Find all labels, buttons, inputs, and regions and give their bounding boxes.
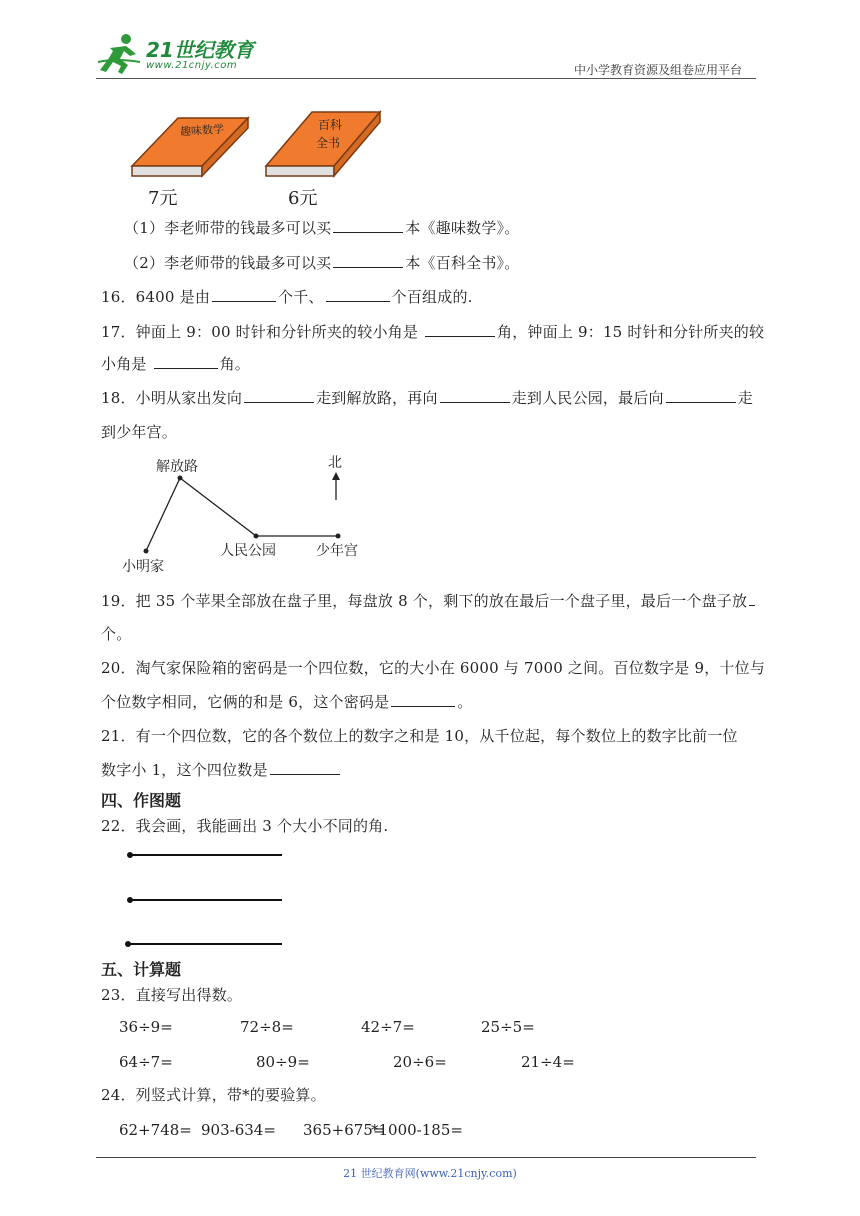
q18-line2: 到少年宫。 bbox=[101, 423, 178, 441]
answer-blank[interactable] bbox=[326, 287, 390, 302]
answer-blank[interactable] bbox=[333, 253, 403, 268]
ray-2-line bbox=[130, 899, 282, 901]
section-5-heading: 五、计算题 bbox=[101, 960, 182, 979]
q20-line2: 个位数字相同，它俩的和是 6，这个密码是 。 bbox=[101, 693, 473, 711]
answer-blank[interactable] bbox=[244, 388, 314, 403]
q24-title: 24．列竖式计算，带*的要验算。 bbox=[101, 1086, 326, 1104]
vertical-calc-item: 365+675= bbox=[303, 1121, 386, 1139]
book-encyclopedia-title-1: 百科 bbox=[318, 118, 343, 132]
q15-sub1: （1）李老师带的钱最多可以买 本《趣味数学》。 bbox=[124, 219, 520, 237]
book-fun-math bbox=[128, 108, 258, 209]
logo-url-text: www.21cnjy.com bbox=[146, 60, 238, 71]
q18-line1: 18．小明从家出发向 走到解放路，再向 走到人民公园，最后向 走 bbox=[101, 389, 753, 407]
answer-blank[interactable] bbox=[440, 388, 510, 403]
ray-3[interactable] bbox=[125, 941, 282, 947]
runner-logo-icon bbox=[96, 32, 148, 76]
palace-label: 少年宫 bbox=[316, 543, 358, 559]
calc-item: 36÷9= bbox=[119, 1018, 173, 1036]
q19-line2: 个。 bbox=[101, 625, 132, 643]
answer-blank[interactable] bbox=[212, 287, 276, 302]
answer-blank[interactable] bbox=[425, 322, 495, 337]
logo-main-text: 21世纪教育 bbox=[146, 38, 254, 62]
header-rule bbox=[96, 78, 756, 79]
answer-blank[interactable] bbox=[270, 760, 340, 775]
answer-blank[interactable] bbox=[666, 388, 736, 403]
q17-line2: 小角是 角。 bbox=[101, 355, 250, 373]
north-label: 北 bbox=[328, 455, 342, 471]
book-fun-math-title: 趣味数学 bbox=[179, 122, 225, 139]
answer-blank[interactable] bbox=[154, 354, 218, 369]
answer-blank[interactable] bbox=[333, 218, 403, 233]
answer-blank[interactable] bbox=[391, 692, 455, 707]
book-fun-math-icon bbox=[128, 108, 258, 188]
vertical-calc-item: 62+748= bbox=[119, 1121, 192, 1139]
jiefang-road-label: 解放路 bbox=[156, 459, 198, 475]
book-fun-math-price: 7元 bbox=[148, 188, 178, 209]
q23-title: 23．直接写出得数。 bbox=[101, 986, 243, 1004]
calc-item: 64÷7= bbox=[119, 1053, 173, 1071]
book-encyclopedia bbox=[262, 108, 392, 209]
q21-line1: 21．有一个四位数，它的各个数位上的数字之和是 10，从千位起，每个数位上的数字比前一位 bbox=[101, 727, 738, 745]
ray-1[interactable] bbox=[127, 852, 282, 858]
calc-item: 80÷9= bbox=[256, 1053, 310, 1071]
footer-rule bbox=[96, 1157, 756, 1158]
vertical-calc-item: *1000-185= bbox=[371, 1121, 463, 1139]
calc-item: 42÷7= bbox=[361, 1018, 415, 1036]
section-4-heading: 四、作图题 bbox=[101, 791, 182, 810]
header-right-text: 中小学教育资源及组卷应用平台 bbox=[574, 63, 743, 77]
q15-sub2: （2）李老师带的钱最多可以买 本《百科全书》。 bbox=[124, 254, 520, 272]
q17-line1: 17．钟面上 9：00 时针和分针所夹的较小角是 角，钟面上 9：15 时针和分针所夹的较 bbox=[101, 323, 765, 341]
calc-item: 20÷6= bbox=[393, 1053, 447, 1071]
header-logo bbox=[96, 30, 266, 78]
home-label: 小明家 bbox=[122, 559, 164, 575]
park-label: 人民公园 bbox=[220, 543, 276, 559]
calc-item: 25÷5= bbox=[481, 1018, 535, 1036]
q19-line1: 19．把 35 个苹果全部放在盘子里，每盘放 8 个，剩下的放在最后一个盘子里，最后一个盘子放 bbox=[101, 591, 757, 611]
calc-item: 21÷4= bbox=[521, 1053, 575, 1071]
book-encyclopedia-price: 6元 bbox=[288, 188, 318, 209]
q21-line2: 数字小 1，这个四位数是 bbox=[101, 760, 342, 780]
footer-text: 21 世纪教育网(www.21cnjy.com) bbox=[343, 1167, 517, 1180]
ray-1-line bbox=[130, 854, 282, 856]
q16: 16．6400 是由 个千、 个百组成的. bbox=[101, 288, 473, 306]
book-encyclopedia-title-2: 全书 bbox=[316, 136, 341, 150]
ray-3-line bbox=[128, 943, 282, 945]
vertical-calc-item: 903-634= bbox=[201, 1121, 276, 1139]
answer-blank[interactable] bbox=[749, 591, 755, 606]
calc-item: 72÷8= bbox=[240, 1018, 294, 1036]
q20-line1: 20．淘气家保险箱的密码是一个四位数，它的大小在 6000 与 7000 之间。百位数字是 9，十位与 bbox=[101, 659, 766, 677]
q22-text: 22．我会画，我能画出 3 个大小不同的角. bbox=[101, 817, 389, 835]
ray-2[interactable] bbox=[127, 897, 282, 903]
route-map bbox=[120, 450, 380, 580]
